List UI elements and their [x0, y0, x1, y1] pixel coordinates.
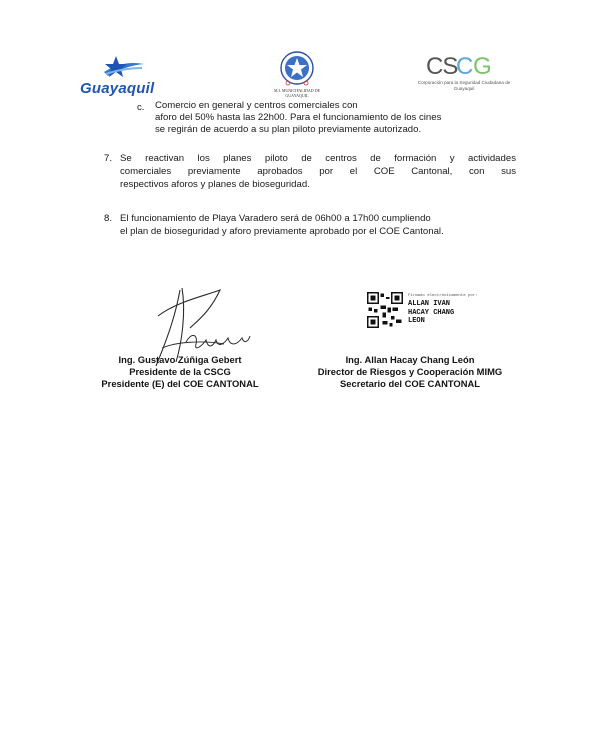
qr-stamp-name-line: ALLAN IVAN — [408, 300, 451, 308]
signer-title: Director de Riesgos y Cooperación MIMG — [317, 366, 503, 377]
seal-emblem-icon — [268, 50, 326, 90]
qr-stamp-name-line: LEON — [408, 317, 425, 325]
item-7-paragraph — [120, 152, 516, 191]
guayaquil-logo — [80, 54, 170, 104]
item-7-line-3: respectivos aforos y planes de bioseguridad. — [120, 179, 310, 190]
signature-block-right — [290, 354, 530, 390]
signer-name: Ing. Gustavo Zúñiga Gebert — [118, 354, 242, 365]
item-8-number: 8. — [104, 213, 113, 224]
guayaquil-wordmark: Guayaquil — [80, 80, 155, 97]
svg-text:CS: CS — [426, 53, 458, 80]
qr-stamp-header: Firmado electrónicamente por: — [408, 294, 478, 298]
item-7-line-2: comerciales previamente aprobados por el COE Cantonal, con sus — [120, 166, 516, 177]
signer-name: Ing. Allan Hacay Chang León — [345, 354, 475, 365]
svg-text:C: C — [456, 53, 473, 80]
item-8-line-1: El funcionamiento de Playa Varadero será de 06h00 a 17h00 cumpliendo — [120, 213, 431, 224]
item-8-line-2: el plan de bioseguridad y aforo previamente aprobado por el COE Cantonal. — [120, 226, 444, 237]
signer-title: Secretario del COE CANTONAL — [340, 378, 480, 389]
signature-block-left — [60, 354, 300, 390]
item-c-marker: c. — [137, 102, 145, 113]
item-c-line-3: se regirán de acuerdo a su plan piloto previamente autorizado. — [155, 124, 422, 135]
cscg-subtitle: Corporación para la Seguridad Ciudadana de Guayaquil — [417, 80, 511, 91]
signer-title: Presidente de la CSCG — [129, 366, 231, 377]
item-c-line-2: aforo del 50% hasta las 22h00. Para el funcionamiento de los cines — [155, 112, 442, 123]
qr-stamp-name — [408, 300, 454, 326]
signer-title: Presidente (E) del COE CANTONAL — [101, 378, 259, 389]
item-7-line-1: Se reactivan los planes piloto de centros de formación y actividades — [120, 153, 516, 164]
qr-code-icon — [367, 292, 403, 328]
cscg-wordmark-icon — [418, 50, 508, 80]
item-c-line-1: Comercio en general y centros comerciales con — [155, 100, 358, 111]
item-8-paragraph — [120, 212, 516, 238]
star-swoosh-icon — [102, 54, 146, 82]
qr-stamp-name-line: HACAY CHANG — [408, 308, 455, 317]
seal-caption: M.I. MUNICIPALIDAD DE GUAYAQUIL — [273, 88, 321, 98]
item-7-number: 7. — [104, 153, 113, 164]
svg-text:G: G — [473, 53, 491, 80]
cscg-logo — [417, 50, 511, 100]
